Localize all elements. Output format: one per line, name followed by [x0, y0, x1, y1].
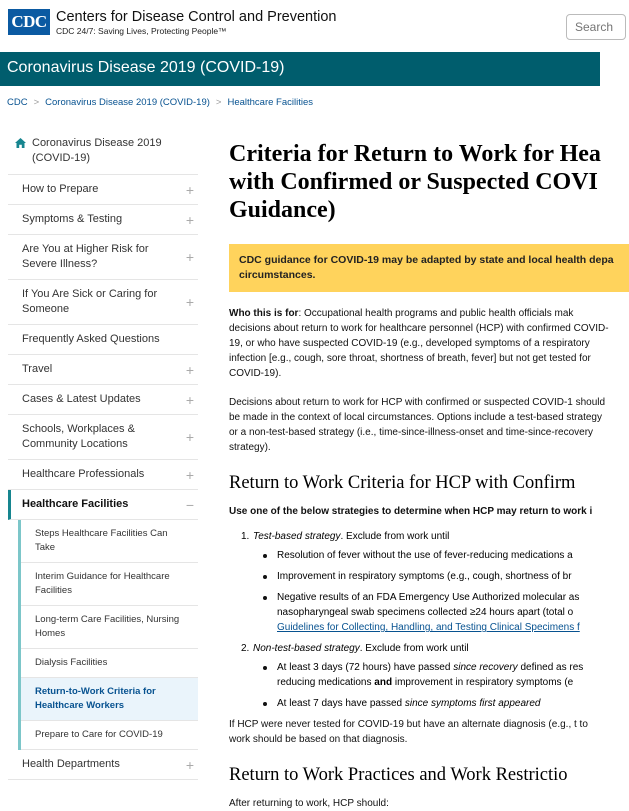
bullet-icon: [263, 596, 267, 600]
search-input[interactable]: [566, 14, 626, 40]
sidebar-nav: [8, 128, 198, 780]
sidebar-item-label: Frequently Asked Questions: [22, 333, 160, 345]
bullet-text: improvement in respiratory symptoms (e: [392, 677, 574, 688]
strategy-name: Test-based strategy: [253, 531, 341, 542]
strategy-list: [229, 529, 609, 711]
strategy-name: Non-test-based strategy: [253, 643, 360, 654]
bullet-icon: [263, 702, 267, 706]
sidebar-item-frequently-asked-questions[interactable]: [8, 325, 198, 355]
sidebar-item-label: Healthcare Professionals: [22, 468, 145, 480]
sidebar-item-label: If You Are Sick or Caring for Someone: [22, 288, 158, 315]
bullet-text: defined as res reducing medications: [277, 662, 584, 688]
bullet-text: Negative results of an FDA Emergency Use Authorized molecular as nasopharyngeal swab specimens collected ≥24 hours apart (total o: [277, 592, 580, 618]
topic-title-bar: [0, 52, 600, 86]
after-returning-text: After returning to work, HCP should:: [229, 798, 389, 809]
sidebar-subitem-long-term-care-facilities-nursing-homes[interactable]: Long-term Care Facilities, Nursing Homes: [21, 606, 198, 649]
strategy-2-bullets: [253, 660, 609, 711]
expand-icon[interactable]: +: [185, 361, 194, 378]
decisions-paragraph: Decisions about return to work for HCP with confirmed or suspected COVID-1 should be made in the context of local circumstances. Options include a test-based strategy or a non-test-based strategy (i.e., time-since-illness-onset and time-since-recovery strategy).: [229, 397, 606, 453]
sidebar-item-health-departments[interactable]: [8, 750, 198, 780]
org-tagline: CDC 24/7: Saving Lives, Protecting People™: [56, 26, 227, 36]
strategy-text: . Exclude from work until: [340, 531, 450, 542]
bullet-icon: [263, 554, 267, 558]
expand-icon[interactable]: +: [185, 756, 194, 773]
strategy-1-bullets: [253, 548, 609, 635]
list-item: [229, 641, 609, 711]
sidebar-subitem-dialysis-facilities[interactable]: Dialysis Facilities: [21, 649, 198, 678]
sidebar-item-label: Are You at Higher Risk for Severe Illness?: [22, 243, 149, 270]
sidebar-item-symptoms-and-testing[interactable]: [8, 205, 198, 235]
sidebar-item-travel[interactable]: [8, 355, 198, 385]
sidebar-home-label: Coronavirus Disease 2019 (COVID-19): [32, 137, 162, 164]
main-content: [229, 140, 614, 809]
breadcrumb-healthcare-facilities[interactable]: Healthcare Facilities: [227, 97, 313, 108]
sidebar-item-label: How to Prepare: [22, 183, 99, 195]
strategy-intro: [229, 504, 609, 519]
topic-title[interactable]: Coronavirus Disease 2019 (COVID-19): [7, 59, 285, 76]
page-title-line: Guidance): [229, 197, 336, 223]
sidebar-item-label: Schools, Workplaces & Community Locations: [22, 423, 135, 450]
list-item: [253, 548, 609, 563]
org-name[interactable]: Centers for Disease Control and Prevention: [56, 9, 337, 25]
list-item: [253, 660, 609, 690]
sidebar-item-label: Health Departments: [22, 758, 120, 770]
site-header: [0, 0, 600, 52]
list-number: 2.: [241, 643, 250, 654]
breadcrumb-covid[interactable]: Coronavirus Disease 2019 (COVID-19): [45, 97, 210, 108]
sidebar-subitem-steps-healthcare-facilities-can-take[interactable]: Steps Healthcare Facilities Can Take: [21, 520, 198, 563]
page-title-line: Criteria for Return to Work for Hea: [229, 141, 601, 167]
list-item: [229, 529, 609, 635]
sidebar-item-cases-and-latest-updates[interactable]: [8, 385, 198, 415]
section-heading-criteria: Return to Work Criteria for HCP with Confirm: [229, 473, 576, 493]
sidebar-item-are-you-at-higher-risk-for-severe-illness[interactable]: [8, 235, 198, 280]
home-icon: [15, 138, 26, 148]
sidebar-item-healthcare-professionals[interactable]: [8, 460, 198, 490]
list-number: 1.: [241, 531, 250, 542]
sidebar-item-label: Symptoms & Testing: [22, 213, 123, 225]
never-tested-paragraph: If HCP were never tested for COVID-19 but have an alternate diagnosis (e.g., t to work should be based on that diagnosis.: [229, 719, 588, 745]
sidebar-item-label: Cases & Latest Updates: [22, 393, 141, 405]
specimen-guidelines-link[interactable]: Guidelines for Collecting, Handling, and Testing Clinical Specimens f: [277, 622, 580, 633]
bullet-text: Improvement in respiratory symptoms (e.g., cough, shortness of br: [277, 571, 572, 582]
sidebar-item-label: Travel: [22, 363, 53, 375]
collapse-icon[interactable]: −: [185, 496, 194, 513]
sidebar-item-label: Healthcare Facilities: [22, 498, 129, 510]
breadcrumb: [7, 97, 313, 108]
cdc-logo[interactable]: CDC: [8, 9, 50, 35]
strategy-text: . Exclude from work until: [359, 643, 469, 654]
bullet-emphasis: since symptoms first appeared: [404, 698, 541, 709]
expand-icon[interactable]: +: [185, 466, 194, 483]
expand-icon[interactable]: +: [185, 391, 194, 408]
page-title-line: with Confirmed or Suspected COVI: [229, 169, 598, 195]
list-item: [253, 696, 609, 711]
bullet-text: At least 3 days (72 hours) have passed: [277, 662, 454, 673]
sidebar-subitem-return-to-work-criteria-for-healthcare-workers[interactable]: Return-to-Work Criteria for Healthcare Workers: [21, 678, 198, 721]
section-heading-practices: Return to Work Practices and Work Restrictio: [229, 765, 568, 785]
list-item: [253, 590, 609, 635]
bullet-text: At least 7 days have passed: [277, 698, 405, 709]
sidebar-item-if-you-are-sick-or-caring-for-someone[interactable]: [8, 280, 198, 325]
bullet-bold: and: [374, 677, 393, 688]
expand-icon[interactable]: +: [185, 249, 194, 265]
strategy-intro-text: Use one of the below strategies to determine when HCP may return to work i: [229, 506, 593, 517]
breadcrumb-cdc[interactable]: CDC: [7, 97, 28, 108]
bullet-icon: [263, 575, 267, 579]
sidebar-home-link[interactable]: [8, 128, 198, 175]
page-title: [229, 140, 609, 224]
sidebar-sublist: [18, 520, 198, 750]
sidebar-subitem-interim-guidance-for-healthcare-facilities[interactable]: Interim Guidance for Healthcare Facilities: [21, 563, 198, 606]
sidebar-subitem-prepare-to-care-for-covid-19[interactable]: Prepare to Care for COVID-19: [21, 721, 198, 750]
chevron-right-icon: >: [215, 97, 222, 108]
list-item: [253, 569, 609, 584]
expand-icon[interactable]: +: [185, 181, 194, 198]
bullet-text: Resolution of fever without the use of fever-reducing medications a: [277, 550, 573, 561]
bullet-icon: [263, 666, 267, 670]
chevron-right-icon: >: [33, 97, 40, 108]
who-text: : Occupational health programs and public health officials mak decisions about return to work for healthcare personnel (HCP) with confirmed COVID-19, or who have suspected COVID-19 (e.g., developed symptoms of a respiratory infection [e.g., cough, sore throat, shortness of breath, fever] but not get tested for COVID-19).: [229, 308, 609, 379]
expand-icon[interactable]: +: [185, 211, 194, 228]
who-this-is-for: [229, 306, 609, 381]
guidance-callout: CDC guidance for COVID-19 may be adapted by state and local health depa circumstances.: [229, 244, 629, 292]
bullet-emphasis: since recovery: [453, 662, 518, 673]
sidebar-item-how-to-prepare[interactable]: [8, 175, 198, 205]
expand-icon[interactable]: +: [185, 294, 194, 310]
expand-icon[interactable]: +: [185, 429, 194, 445]
sidebar-item-schools-workplaces-and-community-locations[interactable]: [8, 415, 198, 460]
who-label: Who this is for: [229, 308, 299, 319]
sidebar-item-healthcare-facilities[interactable]: [8, 490, 198, 520]
